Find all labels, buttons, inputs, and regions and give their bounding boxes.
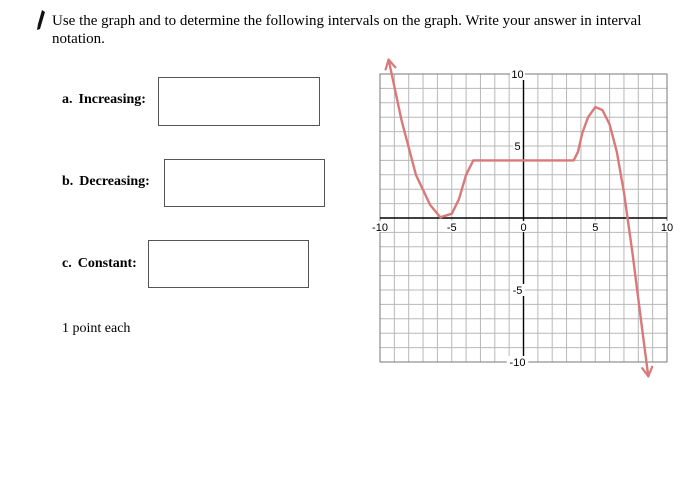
decreasing-label	[62, 174, 150, 190]
pen-mark-icon	[36, 10, 46, 30]
y-tick-label: 5	[514, 141, 521, 153]
instructions-text: Use the graph and to determine the following intervals on the graph. Write your answer in interval notation.	[52, 13, 642, 47]
constant-answer-input[interactable]	[148, 240, 309, 288]
question-letter: b.	[62, 174, 74, 189]
increasing-answer-input[interactable]	[158, 77, 320, 126]
x-tick-label: -10	[372, 222, 388, 234]
x-tick-label: -5	[446, 222, 457, 234]
function-graph	[372, 69, 674, 369]
question-letter: c.	[62, 256, 72, 271]
y-tick-label: -10	[509, 357, 526, 369]
x-tick-label: 5	[592, 222, 599, 234]
constant-label	[62, 256, 137, 272]
question-label-text: Increasing:	[78, 92, 146, 107]
y-tick-label: 10	[511, 69, 524, 81]
question-letter: a.	[62, 92, 73, 107]
question-label-text: Decreasing:	[79, 174, 150, 189]
x-tick-label: 10	[660, 222, 674, 234]
question-label-text: Constant:	[77, 256, 137, 271]
points-note: 1 point each	[62, 321, 131, 336]
y-tick-label: -5	[512, 285, 523, 297]
decreasing-answer-input[interactable]	[164, 159, 325, 207]
x-tick-label: 0	[520, 222, 527, 234]
increasing-label	[62, 92, 146, 108]
